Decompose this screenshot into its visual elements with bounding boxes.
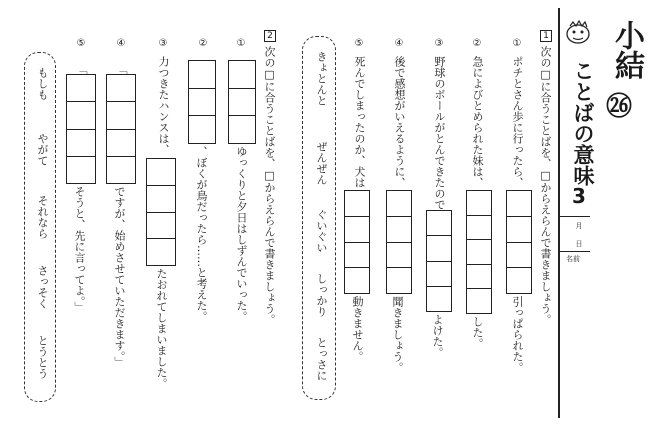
s2-word-3: それなら (36, 195, 49, 239)
s1-q3-answer-box[interactable] (426, 210, 452, 312)
s1-word-2: ぜんぜん (315, 141, 328, 185)
s2-q5-number: ⑤ (76, 38, 86, 49)
s1-q2-answer-box[interactable] (466, 190, 492, 314)
s2-word-1: もしも (36, 67, 49, 100)
s1-word-4: しっかり (315, 273, 328, 317)
section1-number: 1 (540, 30, 552, 42)
s1-q3-text-after: よけた。 (431, 314, 444, 358)
s1-q1-answer-box[interactable] (506, 190, 532, 294)
s2-q1-text-after: ゆっくりと夕日はしずんでいった。 (235, 146, 248, 322)
s2-word-2: やがて (36, 133, 49, 166)
s1-q5-answer-box[interactable] (344, 190, 370, 294)
s1-word-1: きょとんと (315, 51, 328, 106)
section2-number: 2 (264, 30, 276, 42)
s2-q2-answer-box[interactable] (188, 60, 216, 144)
s1-q1-text-after: 引っぱられた。 (511, 296, 524, 373)
s2-q2-number: ② (198, 38, 208, 49)
s1-word-bank (302, 36, 336, 400)
s2-q4-answer-box[interactable] (106, 74, 136, 184)
date-day-label: 日 (575, 240, 583, 247)
s1-q2-text-after: した。 (471, 316, 484, 349)
s2-word-bank (24, 52, 56, 402)
s1-q2-number: ② (472, 38, 482, 49)
s2-q5-text-after: そうと、先に言ってよ。」 (73, 186, 86, 313)
section2-instruction: 次の□に合うことばを、□からえらんで書きましょう。 (263, 46, 276, 325)
s1-q1-number: ① (512, 38, 522, 49)
name-field[interactable] (560, 266, 590, 416)
s2-word-5: とうとう (36, 335, 49, 379)
title-number: 3 (572, 184, 586, 208)
date-divider (560, 251, 590, 252)
s2-q5-text-before: 「 (75, 64, 88, 75)
s1-word-5: とっさに (315, 337, 328, 381)
s1-q2-text-before: 急によびとめられた妹は、 (471, 56, 484, 188)
s2-q3-text-after: たおれてしまいました。 (155, 268, 168, 389)
section1-instruction: 次の□に合うことばを、□からえらんで書きましょう。 (539, 46, 552, 325)
s2-q4-number: ④ (116, 38, 126, 49)
s2-q3-number: ③ (158, 38, 168, 49)
s2-q1-answer-box[interactable] (228, 60, 256, 144)
s1-q3-text-before: 野球のボールがとんできたので (433, 56, 446, 210)
issue-badge: ㉖ (606, 92, 633, 122)
s1-q5-number: ⑤ (354, 38, 364, 49)
date-month-label: 月 (575, 222, 583, 229)
page-title: ことばの意味 (571, 60, 595, 186)
s2-q3-text-before: 力つきたハンスは、 (157, 56, 170, 155)
s1-q4-text-before: 後で感想がいえるように、 (393, 56, 406, 188)
s2-q2-text-after: 、ぼくが鳥だったら……と考えた。 (195, 146, 208, 322)
title-block (558, 8, 644, 418)
name-label: 名前 (566, 255, 580, 263)
s1-q5-text-after: 動きません。 (351, 296, 364, 362)
s2-q3-answer-box[interactable] (146, 158, 176, 266)
s1-q5-text-before: 死んでしまったのか、犬は (353, 56, 366, 188)
s1-q4-number: ④ (394, 38, 404, 49)
s2-q4-text-after: ですが、始めさせていただきます。」 (113, 186, 126, 368)
s1-q4-text-after: 聞きましょう。 (391, 296, 404, 373)
s1-q1-text-before: ポチとさん歩に行ったら、 (511, 56, 524, 188)
s2-q4-text-before: 「 (115, 64, 128, 75)
s2-q5-answer-box[interactable] (66, 74, 96, 184)
mascot-icon (564, 18, 592, 46)
s2-word-4: さっそく (36, 265, 49, 309)
logo-text: 小結 (609, 20, 644, 80)
s1-q4-answer-box[interactable] (386, 190, 412, 294)
s2-q1-number: ① (236, 38, 246, 49)
s1-word-3: ぐいぐい (315, 209, 328, 253)
title-divider (560, 216, 590, 217)
s1-q3-number: ③ (434, 38, 444, 49)
